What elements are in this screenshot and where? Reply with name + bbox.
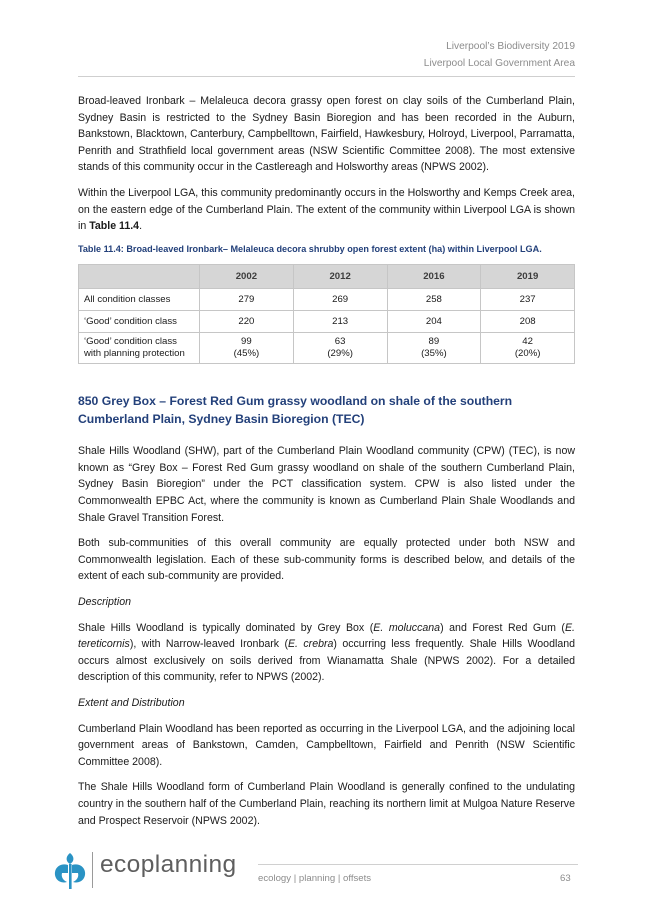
row-label: ‘Good’ condition class — [79, 311, 200, 333]
table-cell: 237 — [481, 289, 575, 311]
subheading-extent: Extent and Distribution — [78, 696, 185, 709]
paragraph-liverpool-occurrence — [78, 185, 575, 235]
table-row — [79, 311, 575, 333]
table-row — [79, 333, 575, 364]
paragraph-description — [78, 620, 575, 686]
table-header-row — [79, 265, 575, 289]
table-row — [79, 289, 575, 311]
row-label-line: with planning protection — [84, 348, 185, 360]
table-caption: Table 11.4: Broad-leaved Ironbark– Melaleuca decora shrubby open forest extent (ha) within Liverpool LGA. — [78, 243, 542, 254]
page-content — [78, 93, 575, 838]
table-cell: 220 — [200, 311, 294, 333]
cell-percent: (45%) — [233, 348, 260, 360]
paragraph-ironbark-distribution: Broad-leaved Ironbark – Melaleuca decora grassy open forest on clay soils of the Cumberland Plain, Sydney Basin is restricted to the Sydney Basin Bioregion and has been recorded in the Auburn, Bankstown, Blacktown, Canterbury, Campbelltown, Fairfield, Hawkesbury, Holroyd, Liverpool, Parramatta, Penrith and Strathfield local government areas (NSW Scientific Committee 2008). The most extensive stands of this community occur in the Castlereagh and Holsworthy areas (NPWS 2002). — [78, 95, 575, 174]
paragraph-shw-intro: Shale Hills Woodland (SHW), part of the Cumberland Plain Woodland community (CPW) (TEC), is now known as “Grey Box – Forest Red Gum grassy woodland on shale of the southern Cumberland Plain, Sydney Basin Bioregion” under the PCT classification system. CPW is also listed under the Commonwealth EPBC Act, where the community is known as Cumberland Plain Shale Woodlands and Shale Gravel Transition Forest. — [78, 445, 575, 524]
cell-value: 63 — [334, 336, 346, 348]
table-cell: 269 — [293, 289, 387, 311]
page-number: 63 — [560, 873, 571, 884]
row-label: All condition classes — [79, 289, 200, 311]
brand-name: ecoplanning — [100, 851, 237, 878]
table-cell: 258 — [387, 289, 481, 311]
cell-value: 99 — [241, 336, 252, 348]
table-header-cell — [79, 265, 200, 289]
table-header-cell: 2012 — [293, 265, 387, 289]
table-cell: 204 — [387, 311, 481, 333]
table-cell — [200, 333, 294, 364]
cell-percent: (20%) — [514, 348, 541, 360]
cell-value: 89 — [428, 336, 440, 348]
paragraph-shale-hills-form: The Shale Hills Woodland form of Cumberland Plain Woodland is generally confined to the undulating country in the southern half of the Cumberland Plain, reaching its northern limit at Mulgoa Nature Reserve and Prospect Reservoir (NPWS 2002). — [78, 781, 575, 827]
text-run: Shale Hills Woodland is typically dominated by Grey Box ( — [78, 621, 374, 634]
table-cell — [481, 333, 575, 364]
ecoplanning-logo-icon — [52, 851, 88, 891]
species-name: E. moluccana — [373, 621, 441, 634]
table-cell: 279 — [200, 289, 294, 311]
paragraph-extent: Cumberland Plain Woodland has been reported as occurring in the Liverpool LGA, and the adjoining local government areas of Bankstown, Camden, Campbelltown, Fairfield and Penrith (NSW Scientific Committee 2008). — [78, 722, 575, 768]
table-header-cell: 2016 — [387, 265, 481, 289]
table-cell — [387, 333, 481, 364]
extent-table — [78, 264, 575, 364]
table-cell: 208 — [481, 311, 575, 333]
text-run: ), with Narrow-leaved Ironbark ( — [129, 638, 288, 651]
table-header-cell: 2002 — [200, 265, 294, 289]
species-name: E. crebra — [287, 638, 334, 651]
cell-percent: (35%) — [421, 348, 447, 360]
paragraph-end: . — [139, 220, 143, 233]
table-reference: Table 11.4 — [89, 220, 140, 233]
table-cell: 213 — [293, 311, 387, 333]
logo-divider — [92, 852, 93, 888]
row-label — [79, 333, 200, 364]
section-heading: 850 Grey Box – Forest Red Gum grassy woodland on shale of the southern Cumberland Plain, Sydney Basin Bioregion (TEC) — [78, 394, 513, 426]
paragraph-text: Within the Liverpool LGA, this community predominantly occurs in the Holsworthy and Kemps Creek area, on the eastern edge of the Cumberland Plain. The extent of the community within Liverpool LGA is shown in — [78, 186, 575, 233]
header-subtitle: Liverpool Local Government Area — [423, 58, 575, 69]
species-name: E. tereticornis — [78, 621, 575, 651]
text-run: ) occurring less frequently. Shale Hills Woodland occurs almost exclusively on soils derived from Wianamatta Shale (NPWS 2002). For a detailed description of this community, refer to NPWS (2002). — [78, 638, 575, 684]
row-label-line: ‘Good’ condition class — [84, 336, 177, 348]
cell-value: 42 — [522, 336, 533, 348]
header-title: Liverpool’s Biodiversity 2019 — [446, 41, 575, 52]
footer-divider — [258, 864, 578, 865]
table-header-cell: 2019 — [481, 265, 575, 289]
subheading-description: Description — [78, 596, 131, 608]
footer-tagline: ecology | planning | offsets — [258, 873, 372, 884]
table-cell — [293, 333, 387, 364]
cell-percent: (29%) — [327, 348, 353, 360]
running-header — [424, 38, 575, 72]
paragraph-protection: Both sub-communities of this overall community are equally protected under both NSW and Commonwealth legislation. Each of these sub-community forms is described below, and details of the extent of each sub-community are provided. — [78, 537, 575, 583]
header-divider — [78, 76, 575, 77]
text-run: ) and Forest Red Gum ( — [440, 621, 565, 634]
